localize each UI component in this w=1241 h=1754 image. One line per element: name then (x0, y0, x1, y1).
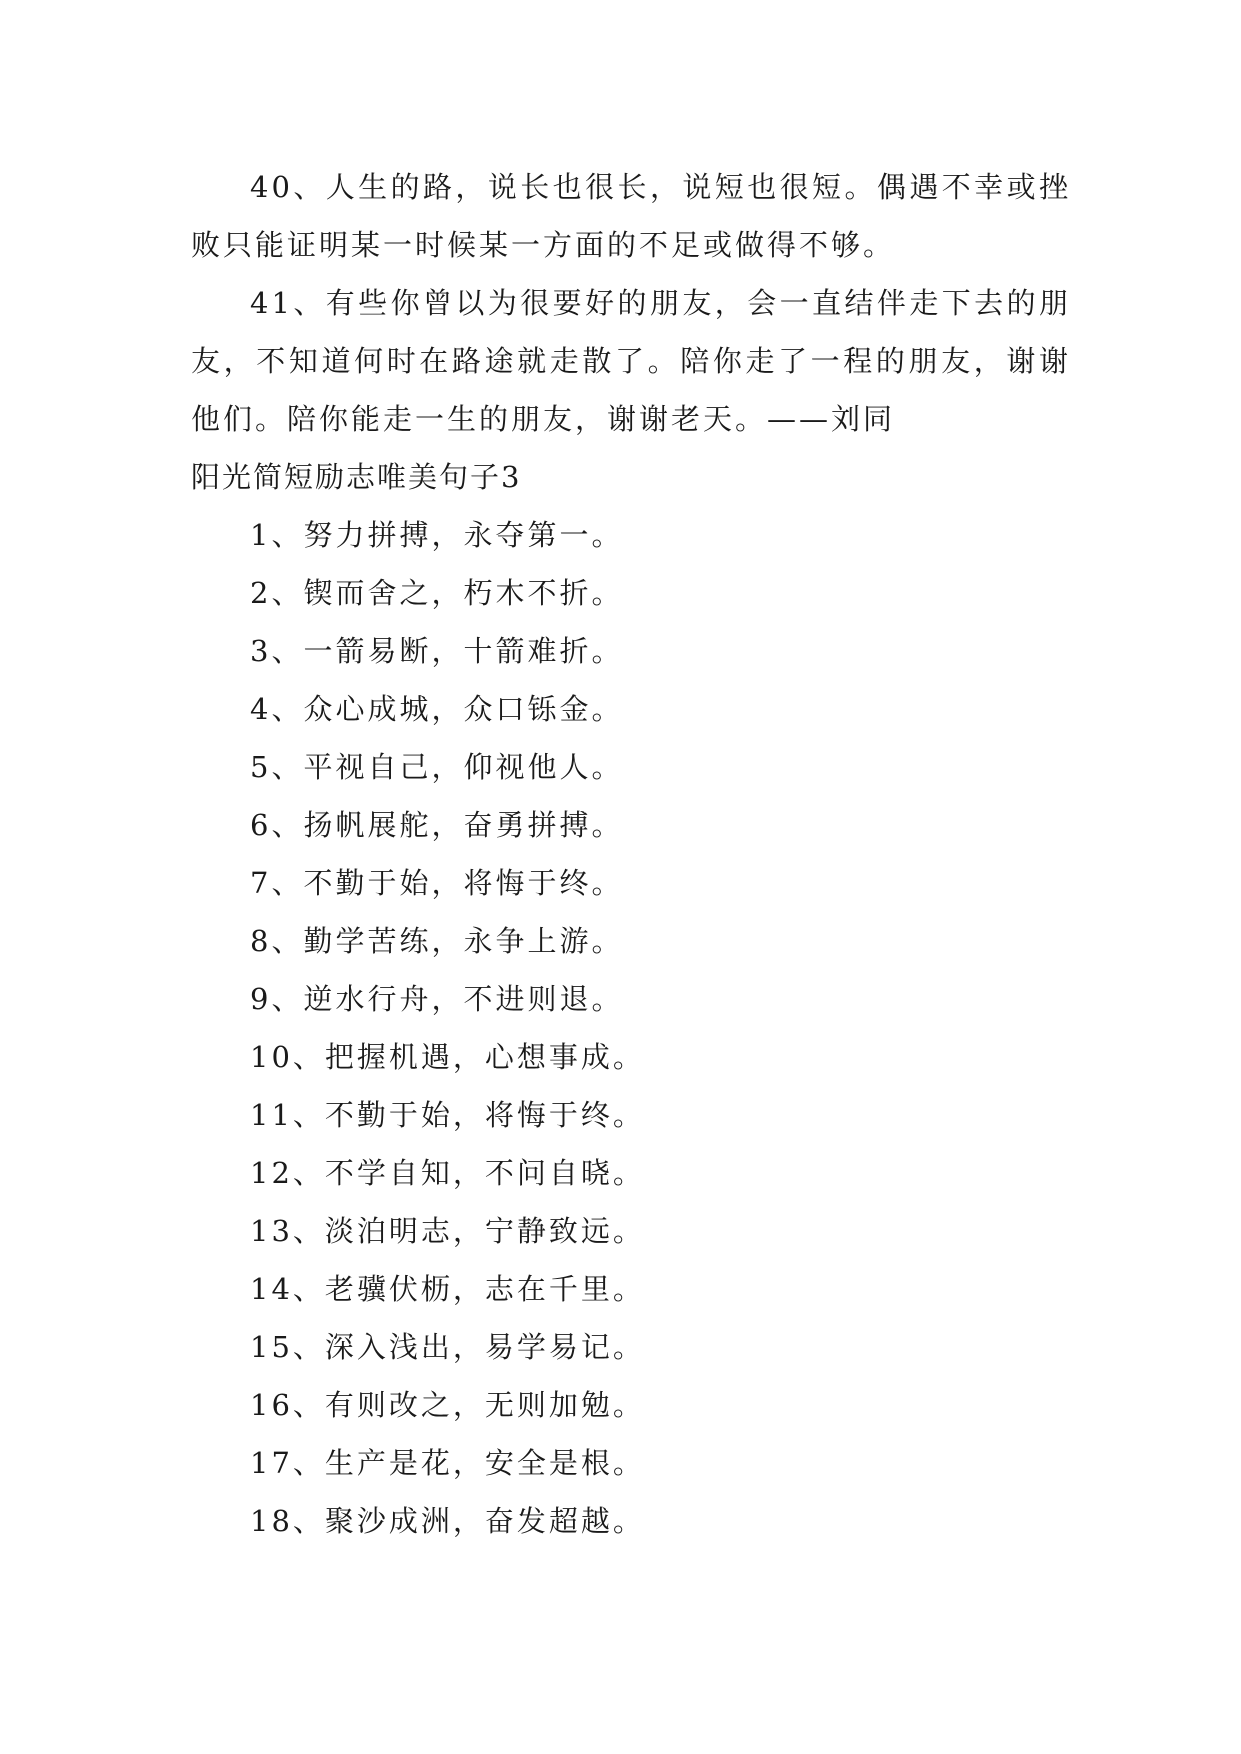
list-item: 15、深入浅出，易学易记。 (250, 1330, 645, 1364)
list-item: 1、努力拼搏，永夺第一。 (250, 518, 624, 552)
list-item: 18、聚沙成洲，奋发超越。 (250, 1504, 645, 1538)
list-item: 5、平视自己，仰视他人。 (250, 750, 624, 784)
paragraph-40: 40、人生的路，说长也很长，说短也很短。偶遇不幸或挫败只能证明某一时候某一方面的不足或做得不够。 (191, 170, 1071, 262)
list-item: 7、不勤于始，将悔于终。 (250, 866, 624, 900)
list-item: 3、一箭易断，十箭难折。 (250, 634, 624, 668)
list-item: 10、把握机遇，心想事成。 (250, 1040, 645, 1074)
document-body (191, 158, 1071, 1550)
list-item: 16、有则改之，无则加勉。 (250, 1388, 645, 1422)
list-item: 4、众心成城，众口铄金。 (250, 692, 624, 726)
list-item: 11、不勤于始，将悔于终。 (250, 1098, 645, 1132)
list-item: 12、不学自知，不问自晓。 (250, 1156, 645, 1190)
list-item: 9、逆水行舟，不进则退。 (250, 982, 624, 1016)
list-item: 17、生产是花，安全是根。 (250, 1446, 645, 1480)
list-item: 13、淡泊明志，宁静致远。 (250, 1214, 645, 1248)
list-item: 8、勤学苦练，永争上游。 (250, 924, 624, 958)
paragraph-41: 41、有些你曾以为很要好的朋友，会一直结伴走下去的朋友，不知道何时在路途就走散了。陪你走了一程的朋友，谢谢他们。陪你能走一生的朋友，谢谢老天。——刘同 (191, 286, 1071, 436)
list-item: 6、扬帆展舵，奋勇拼搏。 (250, 808, 624, 842)
list-item: 14、老骥伏枥，志在千里。 (250, 1272, 645, 1306)
section-heading: 阳光简短励志唯美句子3 (191, 460, 522, 494)
list-item: 2、锲而舍之，朽木不折。 (250, 576, 624, 610)
sentence-list (191, 506, 1071, 1550)
